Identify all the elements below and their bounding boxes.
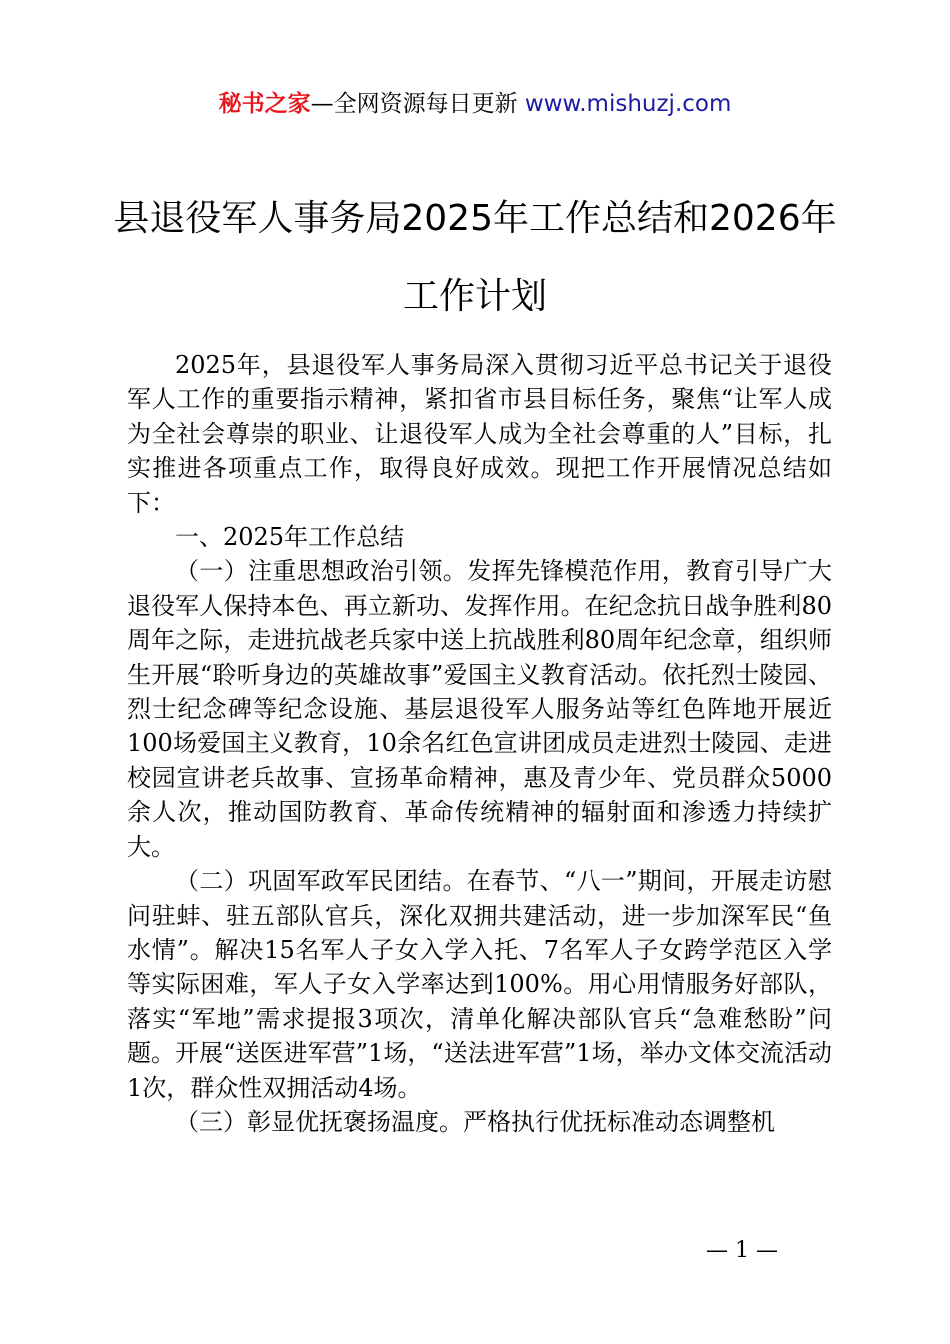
intro-paragraph: 2025年，县退役军人事务局深入贯彻习近平总书记关于退役军人工作的重要指示精神，紧扣省市县目标任务，聚焦“让军人成为全社会尊崇的职业、让退役军人成为全社会尊重的人”目标，扎实推进各项重点工作，取得良好成效。现把工作开展情况总结如下： [127,351,832,517]
body-paragraph: （二）巩固军政军民团结。在春节、“八一”期间，开展走访慰问驻蚌、驻五部队官兵，深化双拥共建活动，进一步加深军民“鱼水情”。解决15名军人子女入学入托、7名军人子女跨学范区入学等实际困难，军人子女入学率达到100%。用心用情服务好部队，落实“军地”需求提报3项次，清单化解决部队官兵“急难愁盼”问题。开展“送医进军营”1场，“送法进军营”1场，举办文体交流活动1次，群众性双拥活动4场。 [127,867,832,1102]
header-slogan: —全网资源每日更新 [310,91,525,117]
brand-name: 秘书之家 [218,91,311,117]
document-title: 县退役军人事务局2025年工作总结和2026年工作计划 [113,198,837,317]
page-number: — 1 — [706,1238,778,1263]
body-paragraph: （一）注重思想政治引领。发挥先锋模范作用，教育引导广大退役军人保持本色、再立新功、发挥作用。在纪念抗日战争胜利80周年之际，走进抗战老兵家中送上抗战胜利80周年纪念章，组织师生开展“聆听身边的英雄故事”爱国主义教育活动。依托烈士陵园、烈士纪念碑等纪念设施、基层退役军人服务站等红色阵地开展近100场爱国主义教育，10余名红色宣讲团成员走进烈士陵园、走进校园宣讲老兵故事、宣扬革命精神，惠及青少年、党员群众5000余人次，推动国防教育、革命传统精神的辐射面和渗透力持续扩大。 [127,557,832,861]
document-body [127,348,832,1139]
site-header [0,88,950,120]
section-heading: 一、2025年工作总结 [175,523,405,552]
body-paragraph: （三）彰显优抚褒扬温度。严格执行优抚标准动态调整机 [175,1107,775,1136]
site-url-link[interactable]: www.mishuzj.com [524,91,732,117]
